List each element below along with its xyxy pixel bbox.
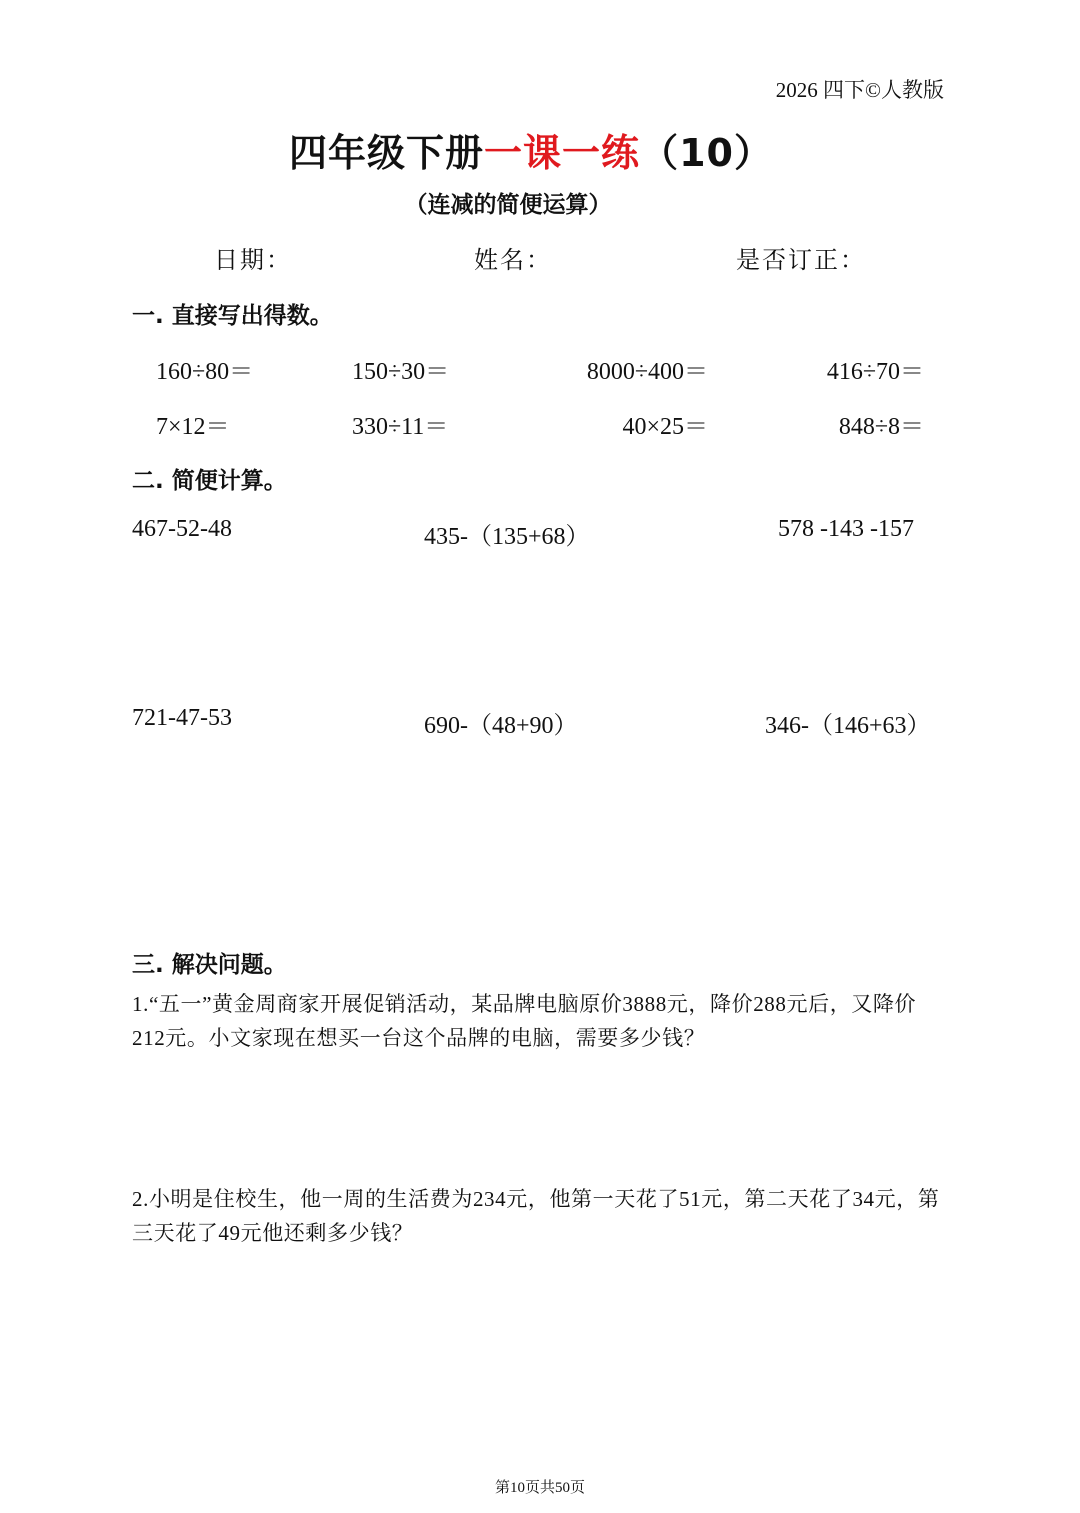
word-problem: 1.“五一”黄金周商家开展促销活动，某品牌电脑原价3888元，降价288元后，又降价212元。小文家现在想买一台这个品牌的电脑，需要多少钱？ bbox=[132, 992, 917, 1050]
mental-calc-item: 330÷11＝ bbox=[352, 414, 449, 440]
simplify-expression: 721-47-53 bbox=[132, 705, 232, 731]
mental-calc-item: 7×12＝ bbox=[156, 414, 230, 440]
section-1-title: 一. 直接写出得数。 bbox=[132, 303, 333, 329]
page-title bbox=[0, 122, 1062, 177]
mental-calc-item: 150÷30＝ bbox=[352, 359, 450, 385]
mental-calc-item: 160÷80＝ bbox=[156, 359, 254, 385]
title-highlight: 一课一练 bbox=[484, 131, 641, 175]
mental-calc-item: 40×25＝ bbox=[622, 414, 708, 440]
section-2-title: 二. 简便计算。 bbox=[132, 468, 287, 494]
simplify-expression: 690-（48+90） bbox=[424, 713, 578, 739]
edition-label: 2026 四下©人教版 bbox=[775, 78, 944, 102]
title-grade: 四年级下册 bbox=[289, 131, 485, 175]
date-label: 日期： bbox=[214, 246, 292, 274]
corrected-label: 是否订正： bbox=[736, 246, 866, 274]
simplify-expression: 578 -143 -157 bbox=[778, 516, 914, 542]
section-3-title: 三. 解决问题。 bbox=[132, 952, 287, 978]
mental-calc-item: 8000÷400＝ bbox=[586, 359, 708, 385]
page-subtitle: （连减的简便运算） bbox=[404, 192, 612, 218]
page-footer: 第10页共50页 bbox=[494, 1480, 585, 1496]
mental-calc-item: 848÷8＝ bbox=[838, 414, 924, 440]
simplify-expression: 467-52-48 bbox=[132, 516, 232, 542]
simplify-expression: 435-（135+68） bbox=[424, 524, 590, 550]
name-label: 姓名： bbox=[474, 246, 552, 274]
word-problem: 2.小明是住校生，他一周的生活费为234元，他第一天花了51元，第二天花了34元，第三天花了49元他还剩多少钱？ bbox=[132, 1187, 940, 1245]
title-number: （10） bbox=[640, 131, 773, 175]
simplify-expression: 346-（146+63） bbox=[765, 713, 931, 739]
mental-calc-item: 416÷70＝ bbox=[826, 359, 924, 385]
